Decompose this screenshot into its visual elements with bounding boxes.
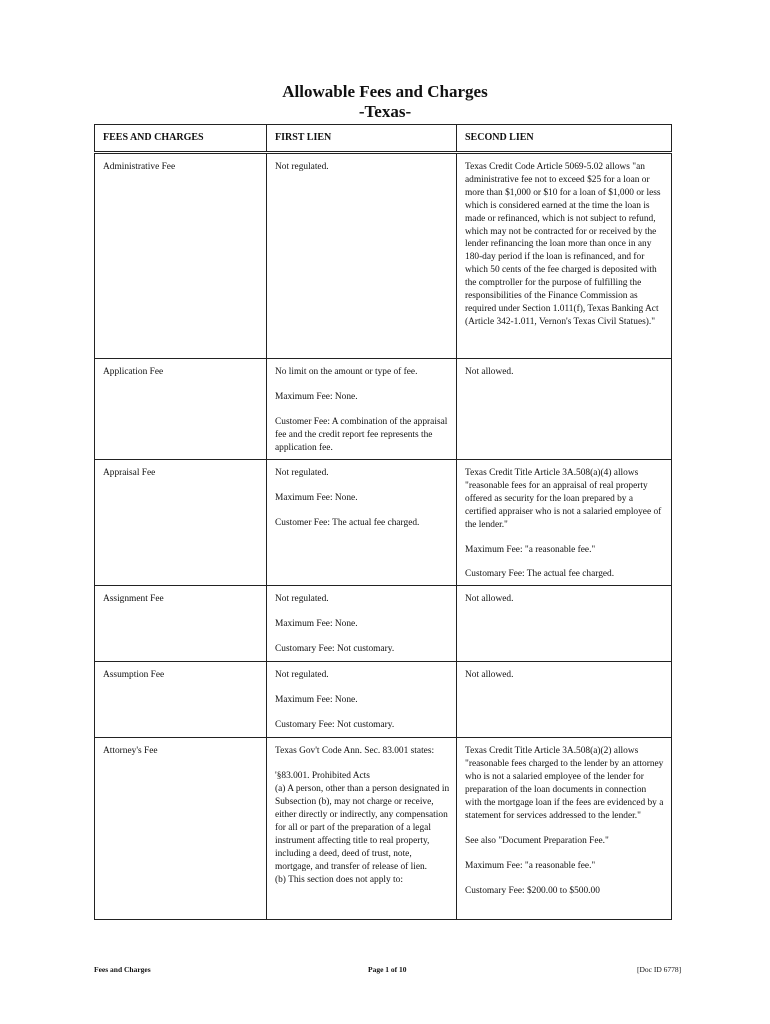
second-lien-cell [457, 738, 672, 920]
second-lien-cell [457, 460, 672, 586]
document-subtitle: -Texas- [358, 102, 412, 121]
first-lien-paragraph: Not regulated. [275, 670, 329, 681]
first-lien-cell [267, 460, 457, 586]
fee-name-cell: Assignment Fee [95, 586, 267, 662]
second-lien-paragraph: Customary Fee: $200.00 to $500.00 [465, 885, 600, 896]
header-fees-and-charges: FEES AND CHARGES [95, 125, 267, 153]
second-lien-cell [457, 586, 672, 662]
fee-name-cell: Administrative Fee [95, 153, 267, 359]
second-lien-paragraph: Maximum Fee: "a reasonable fee." [465, 544, 596, 555]
first-lien-paragraph: Customary Fee: Not customary. [275, 720, 395, 731]
first-lien-cell [267, 738, 457, 920]
table-row [95, 738, 672, 920]
first-lien-paragraph: '§83.001. Prohibited Acts (a) A person, other than a person designated in Subsection (b), may not charge or receive, either directly or indirectly, any compensation for all or part of the preparation of a legal instrument affecting title to real property, including a deed, deed of trust, note, mortgage, and transfer of release of lien. (b) This section does not apply to: [275, 771, 450, 885]
footer-doc-id: [Doc ID 6778] [637, 965, 682, 974]
first-lien-paragraph: Maximum Fee: None. [275, 492, 358, 503]
table-row [95, 359, 672, 460]
second-lien-paragraph: Maximum Fee: "a reasonable fee." [465, 860, 596, 871]
second-lien-paragraph: Texas Credit Code Article 5069-5.02 allows "an administrative fee not to exceed $25 for a loan or more than $1,000 or $10 for a loan of $1,000 or less which is considered earned at the time the loan is made or refinanced, which is not subject to refund, which may not be contracted for or received by the lender refinancing the loan more than once in any 180-day period if the loan is refinanced, and for which 50 cents of the fee charged is deposited with the comptroller for the purpose of fulfilling the responsibilities of the Finance Commission as required under Section 1.011(f), Texas Banking Act (Article 342-1.011, Vernon's Texas Civil Statues)." [465, 162, 661, 327]
second-lien-paragraph: Not allowed. [465, 594, 514, 605]
second-lien-paragraph: See also "Document Preparation Fee." [465, 835, 609, 846]
fee-name-cell: Application Fee [95, 359, 267, 460]
first-lien-paragraph: Customer Fee: A combination of the appraisal fee and the credit report fee represents the application fee. [275, 416, 448, 453]
first-lien-paragraph: Texas Gov't Code Ann. Sec. 83.001 states: [275, 746, 435, 757]
fee-name-cell: Assumption Fee [95, 662, 267, 738]
first-lien-paragraph: Not regulated. [275, 594, 329, 605]
first-lien-paragraph: No limit on the amount or type of fee. [275, 367, 418, 377]
second-lien-paragraph: Not allowed. [465, 367, 514, 377]
first-lien-cell [267, 359, 457, 460]
table-row [95, 662, 672, 738]
second-lien-cell [457, 153, 672, 359]
first-lien-paragraph: Not regulated. [275, 162, 329, 172]
first-lien-cell [267, 153, 457, 359]
first-lien-paragraph: Maximum Fee: None. [275, 695, 358, 706]
first-lien-paragraph: Not regulated. [275, 468, 329, 478]
first-lien-cell [267, 662, 457, 738]
first-lien-cell [267, 586, 457, 662]
fee-name-cell: Attorney's Fee [95, 738, 267, 920]
second-lien-paragraph: Texas Credit Title Article 3A.508(a)(4) allows "reasonable fees for an appraisal of real property offered as security for the loan prepared by a certified appraiser who is not a salaried employee of the lender." [465, 468, 662, 530]
table-header-row [95, 125, 672, 153]
first-lien-paragraph: Maximum Fee: None. [275, 391, 358, 402]
fee-name-cell: Appraisal Fee [95, 460, 267, 586]
second-lien-paragraph: Customary Fee: The actual fee charged. [465, 569, 615, 580]
table-row [95, 153, 672, 359]
first-lien-paragraph: Maximum Fee: None. [275, 619, 358, 630]
footer-page-number: Page 1 of 10 [368, 965, 407, 974]
header-first-lien: FIRST LIEN [267, 125, 457, 153]
first-lien-paragraph: Customary Fee: Not customary. [275, 644, 395, 655]
first-lien-paragraph: Customer Fee: The actual fee charged. [275, 517, 420, 528]
second-lien-cell [457, 662, 672, 738]
header-second-lien: SECOND LIEN [457, 125, 672, 153]
table-row [95, 460, 672, 586]
second-lien-paragraph: Not allowed. [465, 670, 514, 681]
second-lien-paragraph: Texas Credit Title Article 3A.508(a)(2) allows "reasonable fees charged to the lender by an attorney who is not a salaried employee of the lender for preparation of the loan documents in connection with the mortgage loan if the fees are evidenced by a statement for services addressed to the lender." [465, 746, 664, 821]
document-title: Allowable Fees and Charges [282, 82, 488, 101]
second-lien-cell [457, 359, 672, 460]
footer-left: Fees and Charges [94, 965, 151, 974]
fees-table [94, 124, 672, 920]
table-row [95, 586, 672, 662]
